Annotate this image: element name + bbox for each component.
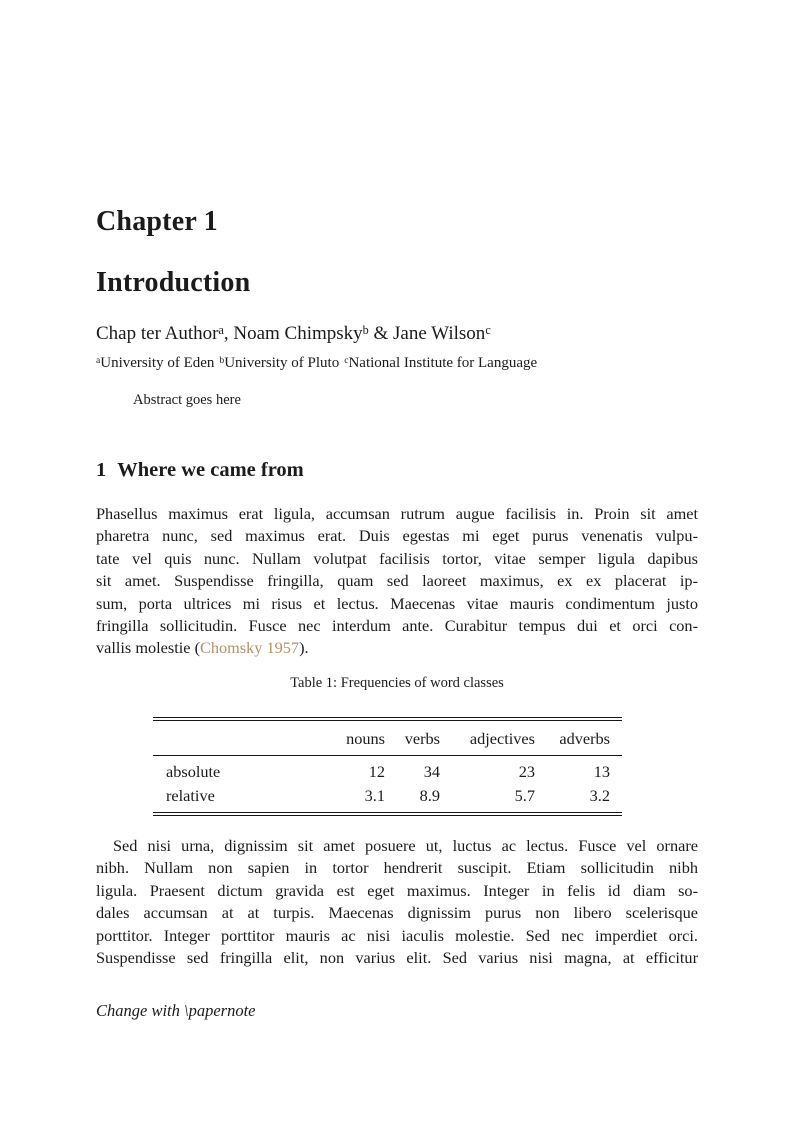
section-number: 1 <box>96 459 107 481</box>
paragraph-1-line: tate vel quis nunc. Nullam volutpat facilisis tortor, vitae semper ligula dapibus <box>96 548 698 568</box>
section-heading <box>96 457 698 483</box>
chapter-title: Introduction <box>96 267 251 298</box>
word-class-frequency-table <box>153 717 622 816</box>
table-container <box>153 717 622 816</box>
author-2-affiliation-marker: b <box>362 322 369 337</box>
paragraph-2 <box>96 835 698 969</box>
paragraph-2-line <box>96 835 698 857</box>
section-title: Where we came from <box>117 459 304 481</box>
table-cell: 5.7 <box>514 786 535 805</box>
table-cell: 12 <box>368 762 385 781</box>
affiliation-c-name: National Institute for Language <box>348 355 538 371</box>
citation-link[interactable]: Chomsky 1957 <box>200 638 300 658</box>
affiliation-b-name: University of Pluto <box>224 355 340 371</box>
paragraph-1-line: sit amet. Suspendisse fringilla, quam sed laoreet maximus, ex ex placerat ip- <box>96 571 698 591</box>
author-line <box>96 321 698 348</box>
author-separator: & <box>368 323 394 344</box>
author-3-name: Jane Wilson <box>393 323 486 344</box>
table-header-nouns: nouns <box>323 721 385 756</box>
table-header-verbs: verbs <box>385 721 440 756</box>
row-label: relative <box>166 786 215 805</box>
abstract-text: Abstract goes here <box>133 392 241 408</box>
paragraph-1-line: Phasellus maximus erat ligula, accumsan rutrum augue facilisis in. Proin sit amet <box>96 504 698 523</box>
paragraph-1-line: sum, porta ultrices mi risus et lectus. Maecenas vitae mauris condimentum justo <box>96 593 698 613</box>
table-header-adjectives: adjectives <box>440 721 535 756</box>
affiliation-c <box>344 355 537 371</box>
table-cell: 3.1 <box>364 786 385 805</box>
author-1-name: Chap ter Author <box>96 323 219 344</box>
table-cell: 23 <box>518 762 535 781</box>
table-header-adverbs: adverbs <box>535 721 622 756</box>
citation-suffix: ). <box>299 638 309 658</box>
author-2-name: Noam Chimpsky <box>233 323 363 344</box>
citation-prefix: vallis molestie ( <box>96 638 200 658</box>
paragraph-1-last-line <box>96 637 698 659</box>
paragraph-1-line: fringilla sollicitudin. Fusce nec interdum ante. Curabitur tempus dui et orci con- <box>96 615 698 635</box>
paragraph-2-line: dales accumsan at at turpis. Maecenas dignissim purus non libero scelerisque <box>96 903 698 923</box>
paragraph-1-line: pharetra nunc, sed maximus erat. Duis egestas mi eget purus venenatis vulpu- <box>96 526 698 546</box>
chapter-number: Chapter 1 <box>96 206 218 237</box>
affiliation-line <box>96 353 698 375</box>
table-header-empty <box>153 721 323 756</box>
author-2 <box>233 323 393 344</box>
affiliation-b <box>219 355 339 371</box>
affiliation-a-name: University of Eden <box>100 355 215 371</box>
row-label: absolute <box>166 762 221 781</box>
author-3-affiliation-marker: c <box>485 322 491 337</box>
author-1 <box>96 323 233 344</box>
table-cell: 8.9 <box>419 786 440 805</box>
paragraph-2-line: Suspendisse sed fringilla elit, non varius elit. Sed varius nisi magna, at efficitur <box>96 947 698 967</box>
author-separator: , <box>223 323 234 344</box>
table-cell: 34 <box>423 762 440 781</box>
author-3 <box>393 323 491 344</box>
table-cell: 3.2 <box>589 786 610 805</box>
paragraph-2-line-text: Sed nisi urna, dignissim sit amet posuere ut, luctus ac lectus. Fusce vel ornare <box>113 836 698 855</box>
paragraph-1 <box>96 503 698 660</box>
table-row <box>153 756 622 784</box>
paper-note: Change with \papernote <box>96 1001 256 1020</box>
affiliation-a <box>96 355 214 371</box>
table-row <box>153 784 622 812</box>
affiliation-c-marker: c <box>344 354 349 366</box>
table-caption: Table 1: Frequencies of word classes <box>290 675 504 691</box>
table-header-row <box>153 721 622 756</box>
paragraph-2-line: ligula. Praesent dictum gravida est eget maximus. Integer in felis id diam so- <box>96 880 698 900</box>
affiliation-a-marker: a <box>96 354 101 366</box>
paragraph-2-line: porttitor. Integer porttitor mauris ac nisi iaculis molestie. Sed nec imperdiet orci. <box>96 925 698 945</box>
author-1-affiliation-marker: a <box>218 322 224 337</box>
table-cell: 13 <box>593 762 610 781</box>
paragraph-2-line: nibh. Nullam non sapien in tortor hendrerit suscipit. Etiam sollicitudin nibh <box>96 858 698 878</box>
affiliation-b-marker: b <box>219 354 225 366</box>
